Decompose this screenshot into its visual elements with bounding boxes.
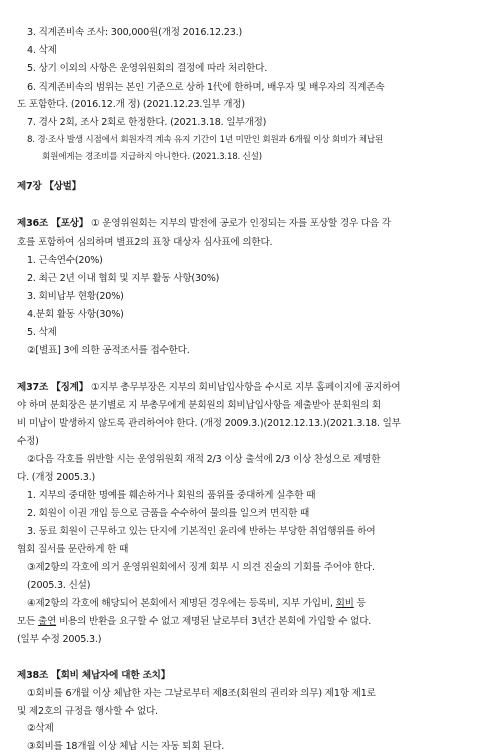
article-36-paragraph-2: ②[별표] 3에 의한 공적조서를 접수한다. [27, 345, 190, 356]
item-7: 7. 경사 2회, 조사 2회로 한정한다. (2021.3.18. 일부개정) [27, 117, 267, 128]
article-37-text: ①지부 총무부장은 지부의 회비납입사항을 수시로 지부 홈페이지에 공지하여 [88, 382, 401, 393]
article-36-label: 제36조 【포상】 [17, 218, 89, 229]
article-37-p4-line-3: (일부 수정 2005.3.) [17, 634, 102, 645]
item-6-line-1: 6. 직계존비속의 범위는 본인 기준으로 상하 1代에 한하며, 배우자 및 배우자의 직계존속 [27, 82, 385, 93]
article-38-p1-line-1: ①회비를 6개월 이상 체납한 자는 그날로부터 제8조(회원의 권리와 의무) 제1항 제1로 [27, 688, 376, 699]
article-38-p1-line-2: 및 제2호의 규정을 행사할 수 없다. [17, 706, 158, 717]
article-37-p4-text-c: 모든 [17, 616, 38, 627]
article-37-item-3-line-2: 협회 질서를 문란하게 한 때 [17, 544, 129, 555]
article-37-p2-line-2: 다. (개정 2005.3.) [17, 472, 96, 483]
article-37-line-3: 비 미납이 발생하지 않도록 관리하여야 한다. (개정 2009.3.)(2012.12.13.)(2021.3.18. 일부 [17, 418, 401, 429]
article-38-paragraph-2: ②삭제 [27, 723, 54, 734]
article-37-p4-text-a: ④제2항의 각호에 해당되어 본회에서 제명된 경우에는 등록비, 지부 가입비, [27, 598, 336, 609]
article-36-item-4: 4.분회 활동 사항(30%) [27, 309, 124, 320]
item-8-line-2: 회원에게는 경조비를 지급하지 아니한다. (2021.3.18. 신설) [42, 152, 262, 162]
article-37-p3-line-1: ③제2항의 각호에 의거 운영위원회에서 징계 회부 시 의견 진술의 기회를 주어야 한다. [27, 562, 375, 573]
article-36-item-3: 3. 회비납부 현황(20%) [27, 291, 124, 302]
article-36-line-2: 호를 포함하여 심의하며 별표2의 표창 대상자 심사표에 의한다. [17, 237, 273, 248]
article-37-p3-line-2: (2005.3. 신설) [27, 580, 91, 591]
article-37-line-4: 수정) [17, 436, 39, 447]
item-8-line-1: 8. 경·조사 발생 시점에서 회원자격 계속 유지 기간이 1년 미만인 회원과 6개월 이상 회비가 체납된 [27, 135, 384, 145]
article-37-p4-text-d: 비용의 반환을 요구할 수 없고 제명된 날로부터 3년간 본회에 가입할 수 없다. [56, 616, 372, 627]
article-37-item-3-line-1: 3. 동료 회원이 근무하고 있는 단지에 기본적인 윤리에 반하는 부당한 취업행위를 하여 [27, 526, 376, 537]
article-37-line-1 [17, 381, 400, 394]
article-36-text: ① 운영위원회는 지부의 발전에 공로가 인정되는 자를 포상할 경우 다음 각 [88, 218, 391, 229]
item-6-line-2: 도 포함한다. (2016.12.개 정) (2021.12.23.일부 개정) [17, 99, 245, 110]
article-37-p4-line-2 [17, 615, 371, 628]
article-37-p2-line-1: ②다음 각호를 위반할 시는 운영위원회 재적 2/3 이상 출석에 2/3 이상 찬성으로 제명한 [27, 454, 381, 465]
article-37-label: 제37조 【징계】 [17, 382, 89, 393]
article-37-item-1: 1. 지부의 중대한 명예를 훼손하거나 회원의 품위를 중대하게 실추한 때 [27, 490, 316, 501]
article-37-item-2: 2. 회원이 이권 개입 등으로 금품을 수수하여 물의를 일으켜 면직한 때 [27, 508, 310, 519]
article-37-line-2: 야 하며 분회장은 분기별로 지 부총무에게 분회원의 회비납입사항을 제출받아 분회원의 회 [17, 400, 381, 411]
article-37-p4-underlined-word-2: 출연 [38, 616, 57, 627]
article-38-heading: 제38조 【회비 체납자에 대한 조치】 [17, 670, 171, 681]
article-37-p4-underlined-word: 회비 [335, 598, 354, 609]
chapter-title: 제7장 【상벌】 [17, 181, 81, 192]
article-37-p4-text-b: 등 [353, 598, 366, 609]
item-3: 3. 직계존비속 조사: 300,000원(개정 2016.12.23.) [27, 27, 242, 38]
article-36-item-5: 5. 삭제 [27, 327, 57, 338]
article-36-item-2: 2. 최근 2년 이내 협회 및 지부 활동 사항(30%) [27, 273, 220, 284]
article-38-paragraph-3: ③회비를 18개월 이상 체납 시는 자동 퇴회 된다. [27, 741, 225, 752]
item-5: 5. 상기 이외의 사항은 운영위원회의 결정에 따라 처리한다. [27, 63, 268, 74]
item-4: 4. 삭제 [27, 45, 57, 56]
article-36-item-1: 1. 근속연수(20%) [27, 255, 103, 266]
article-37-p4-line-1 [27, 597, 366, 610]
article-36-line-1 [17, 217, 391, 230]
